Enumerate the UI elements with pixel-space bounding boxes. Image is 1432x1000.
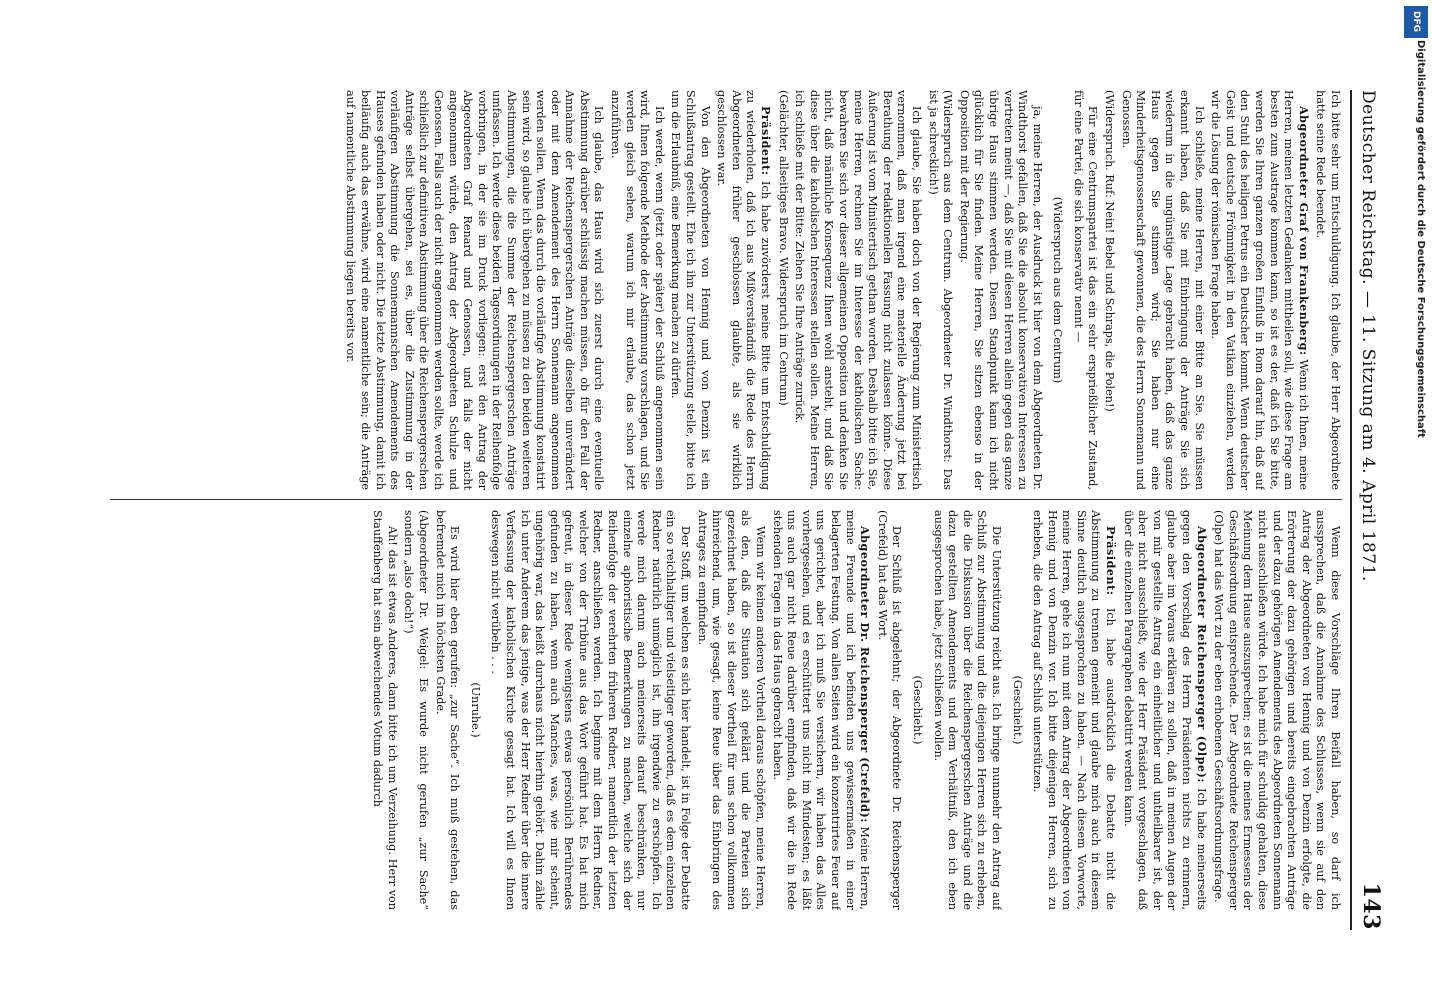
paragraph-text: Ich werde, wenn (jetzt oder später) der Schluß angenommen sein wird, Ihnen folgende Methode der Abstimmung vorschlagen, und Sie werden gleich sehen, warum ich mir erlaube, das schon jetzt anzuführen. bbox=[609, 90, 666, 490]
paragraph-text: Der Schluß ist abgelehnt; der Abgeordnete Dr. Reichensperger (Crefeld) hat das Wort. bbox=[875, 510, 904, 910]
paragraph bbox=[401, 510, 430, 910]
digitization-credit bbox=[1406, 40, 1426, 940]
page-header bbox=[1350, 90, 1392, 930]
paragraph bbox=[1118, 90, 1206, 490]
paragraph-text: Wenn ich Ihnen, meine Herren, meinen letzten Gedanken mittheilen soll, wie diese Frage am besten zum Austrage kommen kann, so ist es der, daß ich Sie bitte, werden Sie Ihren ganzen großen Einfluß in Rom darauf hin, daß auf den Stuhl des heiligen Petrus ein Deutscher kommt. Wenn deutscher Geist und deutsche Frömmigkeit in den Vatikan einziehen, werden wir die Lösung der römischen Frage haben. bbox=[1209, 90, 1310, 490]
paragraph bbox=[874, 510, 903, 910]
paragraph bbox=[956, 90, 1044, 490]
paragraph bbox=[1211, 510, 1342, 910]
paragraph bbox=[714, 90, 773, 490]
paragraph-text: (Unruhe.) bbox=[468, 682, 482, 738]
paragraph bbox=[1030, 510, 1119, 910]
paragraph-text: Ich bitte sehr um Entschuldigung. Ich glaube, der Herr Abgeordnete hatte seine Rede beendet. bbox=[1314, 90, 1342, 490]
paragraph bbox=[1313, 90, 1342, 490]
paragraph-text: Die Unterstützung reicht aus. Ich bringe nunmehr den Antrag auf Schluß zur Abstimmung und die diejenigen Herren sich zu erheben, die die Diskussion über die Reichenspergerschen Anträge und die dazu gestellten Amendements und dem Verhältniß, den ich eben ausgesprochen habe, jetzt schließen wollen. bbox=[931, 510, 1003, 910]
paragraph bbox=[1102, 90, 1117, 490]
paragraph-text: (Gelächter, allseitiges Bravo. Widerspruch im Centrum) bbox=[776, 90, 790, 406]
credit-text: Digitalisierung gefördert durch die Deutsche Forschungsgemeinschaft bbox=[1415, 40, 1426, 438]
paragraph-text: Für eine Centrumspartei ist das ein sehr ersprießlicher Zustand, für eine Partei, die sich konservativ nennt — bbox=[1071, 90, 1100, 490]
paragraph-text: (Widerspruch. Ruf: Nein! Bebel und Schraps, die Polen!) bbox=[1103, 90, 1117, 412]
paragraph-text: Ich habe ausdrücklich die Debatte nicht die Abstimmung zu trennen gemeint und glaube mich auch in diesem Sinne deutlich ausgesprochen zu haben. — Nach diesem Vorworte, meine Herren, gehe ich nun mit dem Antrag der Abgeordneten von Hennig und von Denzin vor. Ich bitte diejenigen Herren, sich zu erheben, die den Antrag auf Schluß unterstützen. bbox=[1031, 510, 1118, 910]
paragraph bbox=[488, 510, 692, 910]
dfg-logo: DFG bbox=[1404, 6, 1428, 38]
paragraph-text: Ich habe meinerseits gegen den Vorschlag des Herrn Präsidenten nichts zu erinnern, glaube aber im Voraus erklären zu sollen, daß in meinen Augen der von mir gestellte Antrag ein einheitlicher und untheilbarer ist, der aber nicht ausschließt, wie der Herr Präsident vorgeschlagen, daß über die einzelnen Paragraphen debattirt werden kann. bbox=[1121, 510, 1208, 910]
paragraph-text: Meine Herren, meine Freunde und ich befinden uns gewissermaßen in einer belagerten Festung. Von allen Seiten wird ein konzentrirtes Feuer auf uns gerichtet, aber ich muß Sie versichern, wir haben das Alles vorhergesehen, und es erschüttert uns nicht im Mindesten; es läßt uns auch gar nicht Reue darüber empfinden, daß wir die in Rede stehenden Fragen in das Haus gebracht haben. bbox=[770, 510, 872, 910]
paragraph bbox=[343, 90, 606, 490]
paragraph bbox=[1070, 90, 1099, 490]
column-divider bbox=[110, 499, 1342, 500]
speaker-name: Präsident: bbox=[759, 106, 774, 176]
speaker-name: Abgeordneter Graf von Frankenberg: bbox=[1296, 106, 1311, 356]
paragraph-text: Der Stoff, um welchen es sich hier handelt, ist in Folge der Debatte ein so reichhaltiger und vielseitiger geworden, daß es dem einzelnen Redner natürlich unmöglich ist, ihn irgendwie zu erschöpfen. Ich werde mich darum auch meinerseits darauf beschränken, nur einzelne aphoristische Bemerkungen zu machen, welche sich der Reihenfolge der verehrten früheren Redner, namentlich der letzten Redner, anschließen werden. Ich beginne mit dem Herrn Redner, welcher von der Tribüne aus das Wort geführt hat. Es hat mich gefreut, in dieser Rede wenigstens etwas persönlich Berührendes gefunden zu haben, wenn auch Manches, was, wie mir scheint, ungehörig war, das heißt durchaus nicht hierhin gehört. Dahin zähle ich unter Anderem das jenige, was der Herr Redner über die innere Verfassung der katholischen Kirche gesagt hat. Ich will es Ihnen deswegen nicht verübeln . . . bbox=[489, 510, 693, 910]
speaker-name: Abgeordneter Reichensperger (Olpe): bbox=[1194, 526, 1209, 783]
paragraph bbox=[930, 510, 1003, 910]
text-column-right bbox=[110, 510, 1342, 910]
running-title: Deutscher Reichstag. — 11. Sitzung am 4. April 1871. bbox=[1358, 90, 1378, 582]
paragraph bbox=[909, 510, 924, 910]
paragraph bbox=[1050, 90, 1065, 490]
paragraph-text: (Widerspruch aus dem Centrum. Abgeordneter Dr. Windthorst: Das ist ja schrecklich!) bbox=[926, 90, 955, 490]
paragraph bbox=[925, 90, 954, 490]
paragraph-text: (Geschieht.) bbox=[910, 675, 924, 745]
paragraph bbox=[668, 90, 712, 490]
speaker-name: Abgeordneter Dr. Reichensperger (Crefeld): bbox=[858, 526, 873, 823]
text-column-left bbox=[110, 90, 1342, 490]
paragraph bbox=[792, 90, 923, 490]
paragraph-text: (Geschieht.) bbox=[1010, 675, 1024, 745]
document-page bbox=[50, 0, 1430, 1000]
paragraph-text: Wenn wir keinen anderen Vortheil daraus schöpfen, meine Herren, als den, daß die Situation sich geklärt und die Parteien sich gezeichnet haben, so ist dieser Vortheil für uns schon vollkommen hinreichend, um, wie gesagt, keine Reue über das Einbringen des Antrages zu empfinden. bbox=[695, 510, 768, 910]
paragraph-text: (Widerspruch aus dem Centrum) bbox=[1051, 196, 1065, 384]
paragraph bbox=[769, 510, 872, 910]
paragraph bbox=[370, 510, 399, 910]
paragraph bbox=[432, 510, 461, 910]
paragraph-text: Von den Abgeordneten von Hennig und von Denzin ist ein Schlußantrag gestellt. Ehe ich ihn zur Unterstützung stelle, bitte ich um die Erlaubniß, eine Bemerkung machen zu dürfen. bbox=[669, 90, 712, 490]
paragraph-text: Ich glaube, Sie haben doch von der Regierung zum Ministertisch vernommen, daß man irgend eine materielle Änderung jetzt bei Berathung der redaktionellen Fassung nicht zulassen könne. Diese Äußerung ist vom Ministertisch gethan worden. Deshalb bitte ich Sie, meine Herren, rechnen Sie im Interesse der katholischen Sache: bewahren Sie sich vor dieser allgemeinen Opposition und denken Sie nicht, daß männliche Konsequenz Ihnen wohl ansteht, und daß Sie diese über die katholischen Interessen stellen sollen. Meine Herren, ich schließe mit der Bitte: Ziehen Sie Ihre Anträge zurück. bbox=[793, 90, 923, 490]
paragraph bbox=[1208, 90, 1311, 490]
paragraph bbox=[608, 90, 666, 490]
paragraph bbox=[1120, 510, 1209, 910]
paragraph bbox=[467, 510, 482, 910]
paragraph-text: (Abgeordneter Dr. Weigel: Es wurde nicht gerufen „zur Sache“ sondern „also doch!“) bbox=[402, 510, 430, 910]
paragraph-text: Ich glaube, das Haus wird sich zuerst durch eine eventuelle Abstimmung darüber schlüssig machen müssen, ob für den Fall der Annahme der Reichenspergerschen Anträge dieselben unverändert oder mit dem Amendement des Herrn Sonnemann angenommen werden sollen. Wenn das durch die vorläufige Abstimmung konstatirt sein wird, so glaube ich übergehen zu müssen zu den beiden weiteren Abstimmungen, die die Summe der Reichenspergerschen Anträge umfassen. Ich werde diese beiden Tagesordnungen in der Reihenfolge vorbringen, in der sie im Druck vorliegen: erst den Antrag der Abgeordneten Graf Renard und Genossen, und falls der nicht angenommen würde, den Antrag der Abgeordneten Schulze und Genossen. Falls auch der nicht angenommen werden sollte, werde ich schließlich zur definitiven Abstimmung über die Reichenspergerschen Anträge selbst übergehen, sei es, über die Zustimmung in der vorläufigen Abstimmung die Sonnemannschen Amendements des Hauses gefunden haben oder nicht. Die letzte Abstimmung, damit ich beiläufig auch das erwähne, wird eine namentliche sein; die Anträge auf namentliche Abstimmung liegen bereits vor. bbox=[344, 90, 606, 490]
page-number: 143 bbox=[1358, 882, 1384, 930]
paragraph-text: Ich schließe, meine Herren, mit einer Bitte an Sie. Sie müssen erkannt haben, daß Sie mit Einbringung der Anträge Sie sich wiederum in die ungünstige Lage gebracht haben, daß das ganze Haus gegen Sie stimmen wird; Sie haben nur eine Minderheitsgenossenschaft gewonnen, die des Herrn Sonnemann und Genossen. bbox=[1119, 90, 1206, 490]
paragraph-text: Es wird hier eben gerufen: „zur Sache“. Ich muß gestehen, das befremdet mich im höchsten Grade. bbox=[433, 510, 462, 910]
paragraph-text: Ah! das ist etwas Anderes, dann bitte ich um Verzeihung. Herr von Stauffenberg hat sein abweichendes Votum dadurch bbox=[371, 510, 399, 910]
paragraph bbox=[1009, 510, 1024, 910]
paragraph bbox=[775, 90, 790, 490]
speaker-name: Präsident: bbox=[1104, 526, 1119, 596]
paragraph bbox=[694, 510, 767, 910]
paragraph-text: ja, meine Herren, der Ausdruck ist hier von dem Abgeordneten Dr. Windthorst gefallen, daß Sie die absolut konservativen Interessen zu vertreten meint —, daß Sie mit diesen Herren allein gegen das ganze übrige Haus stimmen werden. Diesen Standpunkt kann ich nicht glücklich für Sie finden. Meine Herren, Sie sitzen ebenso in der Opposition mit der Regierung. bbox=[957, 90, 1044, 490]
paragraph-text: Ich habe zuvörderst meine Bitte um Entschuldigung zu wiederholen, daß ich aus Mißverständniß die Rede des Herrn Abgeordneten früher geschlossen glaubte, als sie wirklich geschlossen war. bbox=[715, 90, 773, 490]
paragraph-text: Wenn diese Vorschläge Ihren Beifall haben, so darf ich aussprechen, daß die Annahme des Schlusses, wenn sie auf den Antrag der Abgeordneten von Hennig und von Denzin erfolgte, die Erörterung der dazu gehörigen und bereits eingebrachten Anträge und der dazu gehörigen Amendements des Abgeordneten Sonnemann nicht ausschließen würde. Ich habe mich für schuldig gehalten, diese Meinung dem Hause auszusprechen; es ist die meines Ermessens der Geschäftsordnung entsprechende. Der Abgeordnete Reichensperger (Olpe) hat das Wort zu der eben erhobenen Geschäftsordnungsfrage. bbox=[1212, 510, 1342, 910]
